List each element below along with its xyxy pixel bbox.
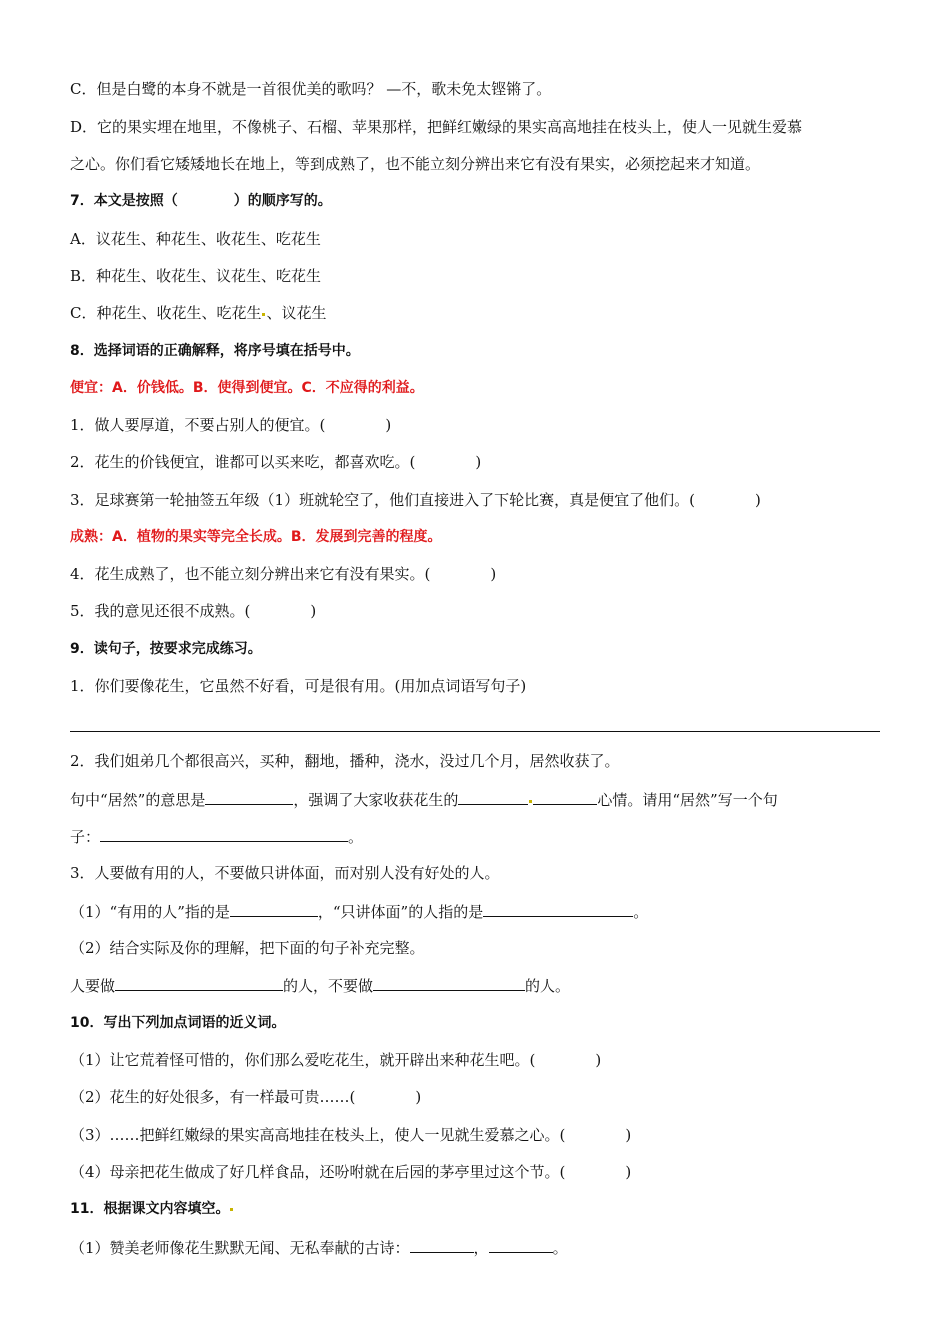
q9-item-2-sentence [70, 825, 882, 848]
blank-meaning[interactable] [205, 788, 293, 805]
blank-should-be[interactable] [115, 974, 283, 991]
blank-mood-2[interactable] [533, 788, 597, 805]
stray-mark [529, 800, 532, 803]
blank-poem-1[interactable] [410, 1236, 474, 1253]
q9-item-3-sub-1-end: 。 [633, 903, 649, 921]
question-11-text: 11．根据课文内容填空。 [70, 1201, 230, 1217]
q9-item-2-sentence-label: 子： [70, 828, 101, 846]
q9-item-3-complete-text-1: 人要做 [70, 977, 116, 995]
q10-item-3: （3）……把鲜红嫩绿的果实高高地挂在枝头上，使人一见就生爱慕之心。( ) [70, 1126, 632, 1144]
blank-poem-2[interactable] [489, 1236, 553, 1253]
q8-item-4: 4．花生成熟了，也不能立刻分辨出来它有没有果实。( ) [70, 565, 497, 583]
q9-item-3-sub-2: （2）结合实际及你的理解，把下面的句子补充完整。 [70, 939, 425, 957]
blank-face-person[interactable] [483, 900, 633, 917]
question-11 [70, 1198, 882, 1220]
q8-item-3: 3．足球赛第一轮抽签五年级（1）班就轮空了，他们直接进入了下轮比赛，真是便宜了他们。( ) [70, 491, 761, 509]
q9-item-2: 2．我们姐弟几个都很高兴，买种，翻地，播种，浇水，没过几个月，居然收获了。 [70, 752, 620, 770]
question-10: 10．写出下列加点词语的近义词。 [70, 1015, 286, 1031]
q9-item-3-sub-1-text-1: （1）“有用的人”指的是 [70, 903, 230, 921]
q7-option-a: A．议花生、种花生、收花生、吃花生 [70, 230, 321, 248]
q8-item-2: 2．花生的价钱便宜，谁都可以买来吃，都喜欢吃。( ) [70, 453, 482, 471]
q7-option-c-text-1: C．种花生、收花生、吃花生 [70, 304, 262, 322]
question-9: 9．读句子，按要求完成练习。 [70, 641, 262, 657]
q9-item-2-fill-text-2: ，强调了大家收获花生的 [293, 791, 459, 809]
q8-item-5: 5．我的意见还很不成熟。( ) [70, 602, 317, 620]
blank-mood-1[interactable] [458, 788, 528, 805]
q9-item-3: 3．人要做有用的人，不要做只讲体面，而对别人没有好处的人。 [70, 864, 500, 882]
blank-should-not-be[interactable] [373, 974, 525, 991]
q9-item-2-fill-text-1: 句中“居然”的意思是 [70, 791, 206, 809]
q10-item-4: （4）母亲把花生做成了好几样食品，还吩咐就在后园的茅亭里过这个节。( ) [70, 1163, 632, 1181]
definition-chengshu: 成熟：A．植物的果实等完全长成。B．发展到完善的程度。 [70, 529, 442, 545]
q11-item-1-end: 。 [552, 1239, 568, 1257]
q7-option-c-text-2: 、议花生 [266, 304, 327, 322]
blank-useful-person[interactable] [230, 900, 318, 917]
question-8: 8．选择词语的正确解释，将序号填在括号中。 [70, 343, 360, 359]
option-c-line: C．但是白鹭的本身不就是一首很优美的歌吗？ —不，歌未免太铿锵了。 [70, 80, 552, 98]
option-d-line-cont: 之心。你们看它矮矮地长在地上，等到成熟了，也不能立刻分辨出来它有没有果实，必须挖起来才知道。 [70, 155, 761, 173]
definition-pianyi: 便宜：A．价钱低。B．使得到便宜。C．不应得的利益。 [70, 380, 424, 396]
q9-item-3-sub-1-text-2: ，“只讲体面”的人指的是 [317, 903, 484, 921]
question-7: 7．本文是按照（ ）的顺序写的。 [70, 193, 332, 209]
q7-option-c [70, 302, 882, 324]
q9-item-1: 1．你们要像花生，它虽然不好看，可是很有用。(用加点词语写句子) [70, 677, 527, 695]
stray-mark [230, 1208, 233, 1211]
q9-item-3-complete-end: 的人。 [525, 977, 571, 995]
q9-item-3-sub-1 [70, 900, 882, 923]
q9-item-2-sentence-end: 。 [348, 828, 364, 846]
q10-item-2: （2）花生的好处很多，有一样最可贵……( ) [70, 1088, 422, 1106]
q9-item-2-fill-text-3: 心情。请用“居然”写一个句 [597, 791, 778, 809]
q9-item-3-complete [70, 974, 882, 997]
answer-line[interactable] [70, 731, 880, 732]
q11-item-1-comma: ， [473, 1239, 489, 1257]
q8-item-1: 1．做人要厚道，不要占别人的便宜。( ) [70, 416, 392, 434]
q11-item-1-text: （1）赞美老师像花生默默无闻、无私奉献的古诗： [70, 1239, 410, 1257]
q9-item-2-fill [70, 788, 882, 811]
q9-item-3-complete-text-2: 的人，不要做 [283, 977, 374, 995]
q11-item-1 [70, 1236, 882, 1259]
option-d-line: D．它的果实埋在地里，不像桃子、石榴、苹果那样，把鲜红嫩绿的果实高高地挂在枝头上，使人一见就生爱慕 [70, 118, 803, 136]
q7-option-b: B．种花生、收花生、议花生、吃花生 [70, 267, 322, 285]
blank-sentence[interactable] [100, 825, 348, 842]
q10-item-1: （1）让它荒着怪可惜的，你们那么爱吃花生，就开辟出来种花生吧。( ) [70, 1051, 602, 1069]
